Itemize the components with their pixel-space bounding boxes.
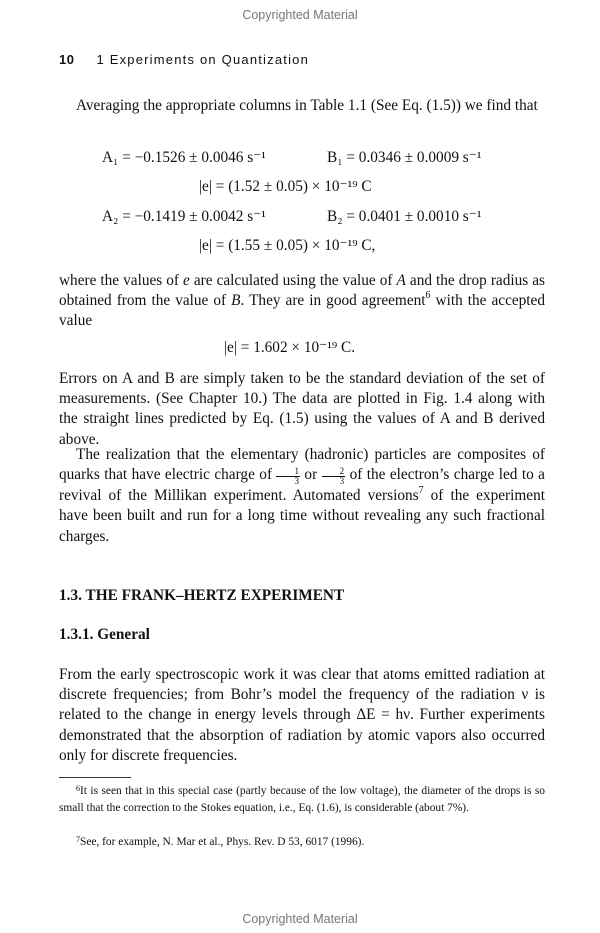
- paragraph-where: where the values of e are calculated using the value of A and the drop radius as obtained from the value of B. They are in good agreement$^6$ with the accepted value: [59, 272, 545, 330]
- copyright-header: Copyrighted Material: [242, 8, 358, 22]
- fraction-one-third: $\frac{1}{3}$: [276, 467, 300, 486]
- footnote-6: $^6$It is seen that in this special case (partly because of the low voltage), the diameter of the drops is so small that the correction to the Stokes equation, i.e., Eq. (1.6), is considerable (about 7%).: [59, 784, 545, 814]
- footnote-ref-6: 6: [425, 290, 431, 302]
- equation-e1: |e| = (1.52 ± 0.05) × 10⁻¹⁹ C: [199, 178, 372, 195]
- paragraph-realization: The realization that the elementary (hadronic) particles are composites of quarks that have electric charge of $\frac{1}{3}$ or $\frac{2}{3}$ of the electron’s charge led to a revival of the Millikan experiment. Automated versions$^7$ of the experiment have been built and run for a long time without revealing any such fractional charges.: [59, 446, 545, 545]
- equation-accepted: |e| = 1.602 × 10⁻¹⁹ C.: [224, 339, 356, 356]
- equation-e2: |e| = (1.55 ± 0.05) × 10⁻¹⁹ C,: [199, 237, 376, 254]
- equation-a2: A₂ = −0.1419 ± 0.0042 s⁻¹: [102, 208, 266, 225]
- section-heading: 1.3. THE FRANK–HERTZ EXPERIMENT: [59, 587, 345, 604]
- chapter-title: 1 Experiments on Quantization: [96, 52, 310, 67]
- paragraph-spectroscopic: From the early spectroscopic work it was clear that atoms emitted radiation at discrete frequencies; from Bohr’s model the frequency of the radiation ν is related to the change in energy levels through ΔE = hν. Further experiments demonstrated that the absorption of radiation by atomic vapors also occurred only for discrete frequencies.: [59, 666, 545, 764]
- equation-b1: B₁ = 0.0346 ± 0.0009 s⁻¹: [327, 149, 482, 166]
- copyright-footer: Copyrighted Material: [242, 912, 358, 926]
- paragraph-errors: Errors on A and B are simply taken to be the standard deviation of the set of measurements. (See Chapter 10.) The data are plotted in Fig. 1.4 along with the straight lines predicted by Eq. (1.5) using the values of A and B derived above.: [59, 370, 545, 448]
- page-number: 10: [59, 52, 75, 67]
- subsection-heading: 1.3.1. General: [59, 626, 150, 643]
- equation-b2: B₂ = 0.0401 ± 0.0010 s⁻¹: [327, 208, 482, 225]
- equation-a1: A₁ = −0.1526 ± 0.0046 s⁻¹: [102, 149, 266, 166]
- footnote-divider: [59, 777, 131, 778]
- paragraph-averaging: Averaging the appropriate columns in Table 1.1 (See Eq. (1.5)) we find that: [76, 97, 538, 114]
- fraction-two-thirds: $\frac{2}{3}$: [322, 467, 346, 486]
- footnote-7: $^7$See, for example, N. Mar et al., Phys. Rev. D 53, 6017 (1996).: [76, 835, 365, 848]
- running-head: [59, 52, 309, 67]
- footnote-ref-7: 7: [418, 485, 424, 497]
